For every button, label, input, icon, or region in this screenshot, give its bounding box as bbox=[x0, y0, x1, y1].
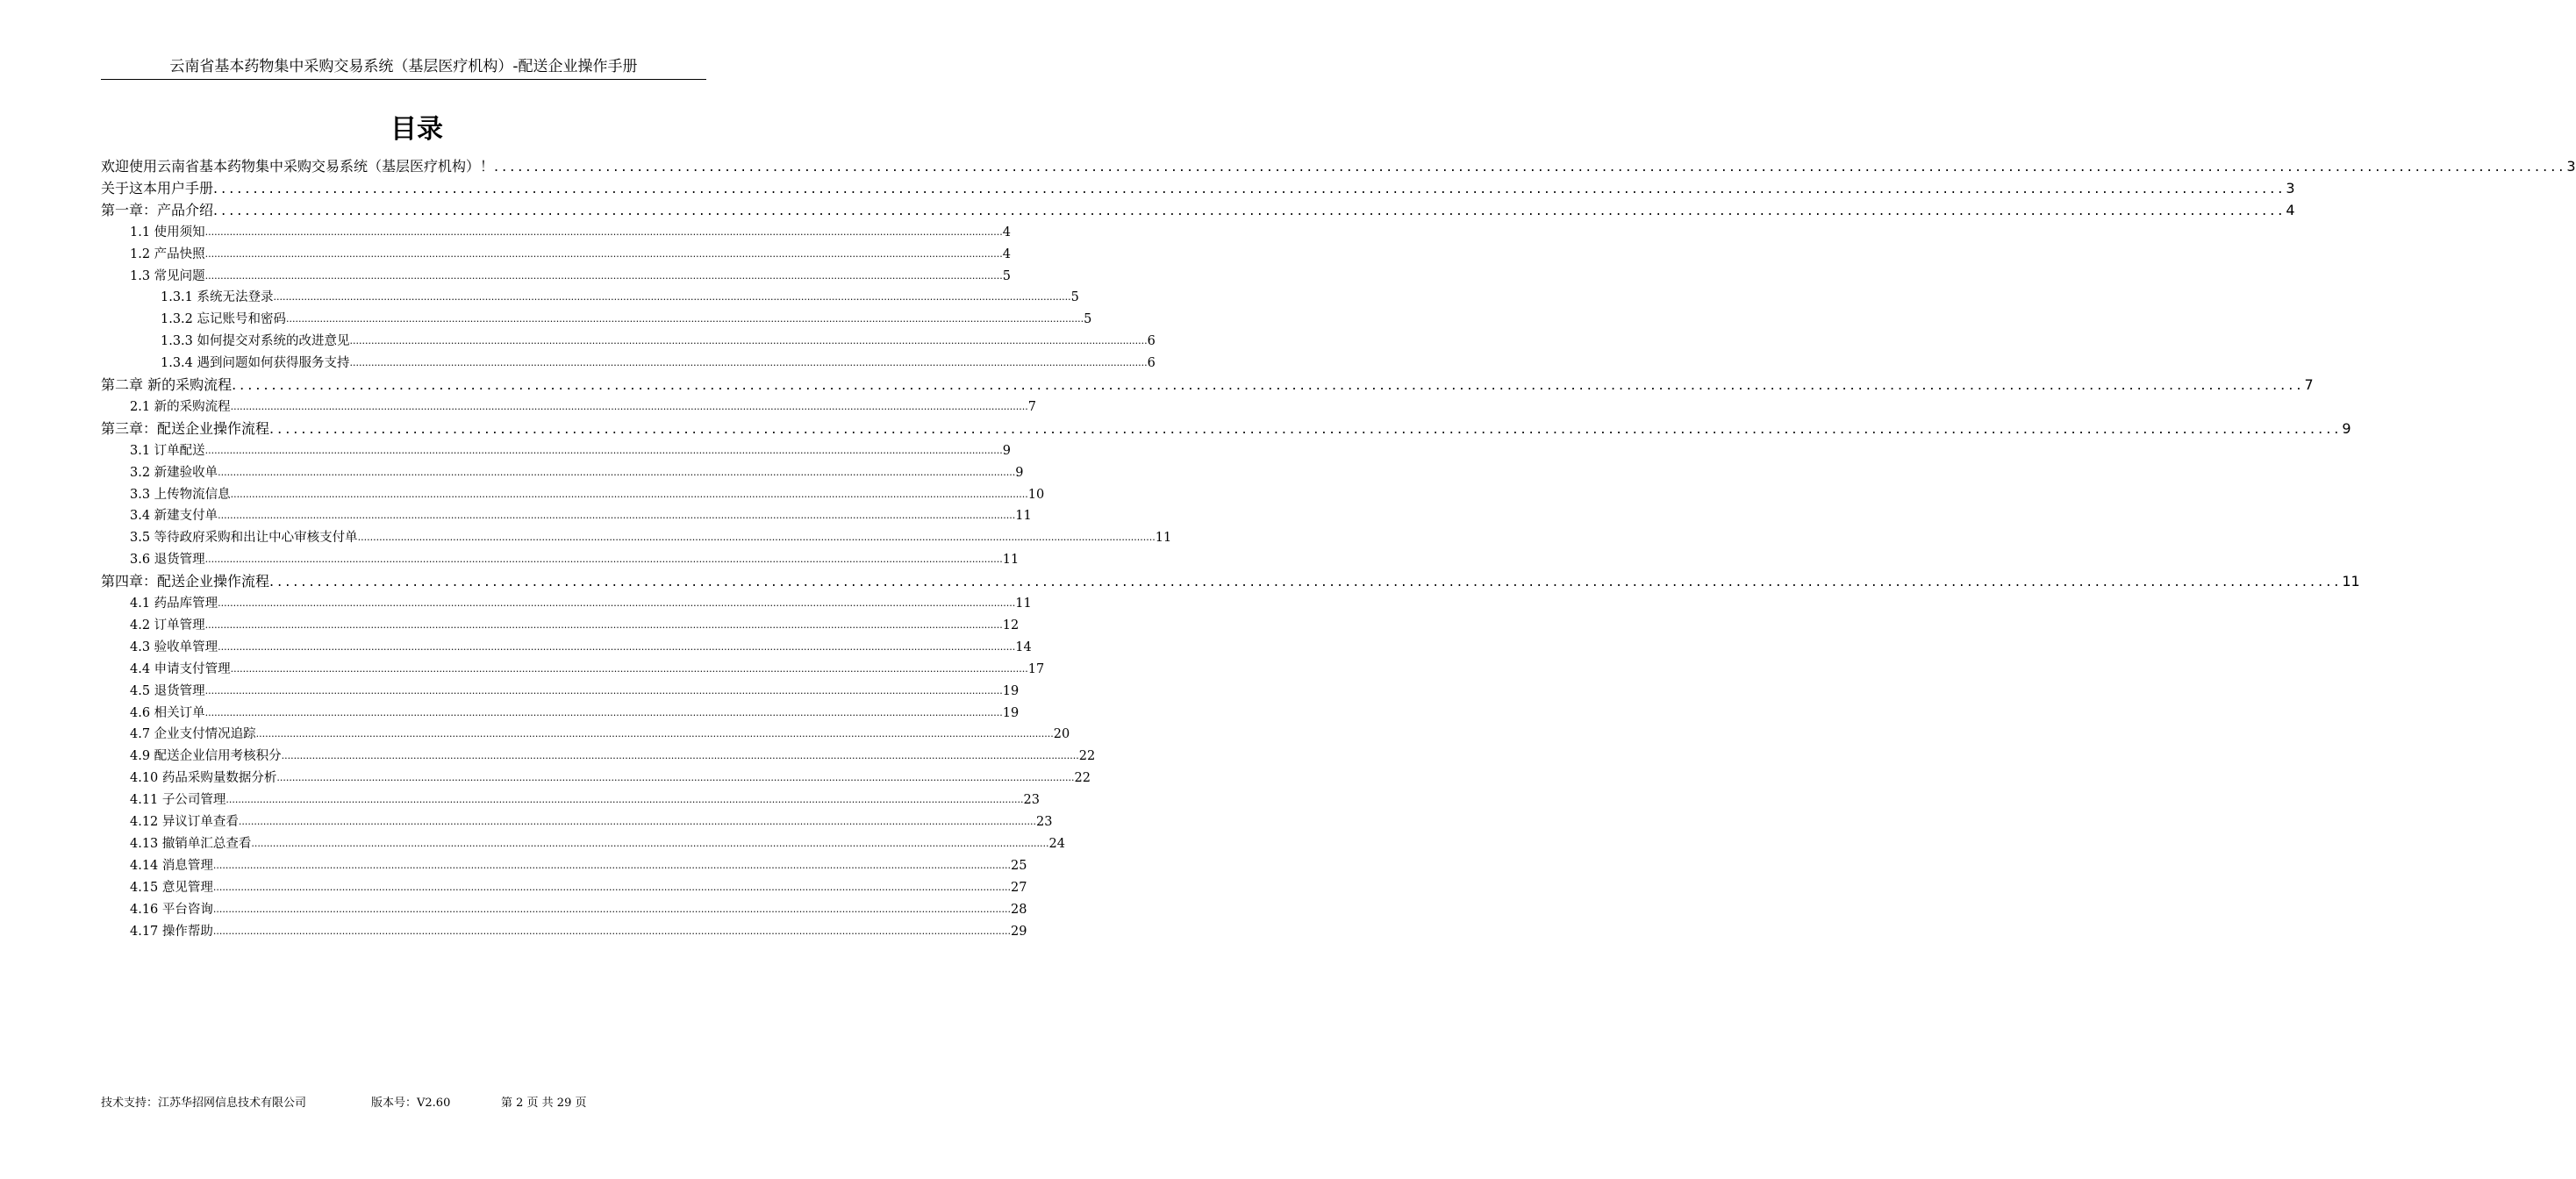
toc-entry-label: 关于这本用户手册 bbox=[101, 179, 214, 196]
toc-entry-page: 5 bbox=[1084, 312, 1092, 327]
toc-entry-label: 3.3 上传物流信息 bbox=[130, 487, 231, 502]
toc-leader-dots: .................................................................................................................................................................................................................................................................... bbox=[218, 466, 1016, 478]
toc-leader-dots: .................................................................................................................................................................................................................................................................... bbox=[251, 837, 1049, 849]
toc-entry-label: 1.3.3 如何提交对系统的改进意见 bbox=[161, 334, 350, 349]
toc-leader-dots: .................................................................................................................................................................................................................................................................... bbox=[213, 179, 2286, 196]
toc-entry-page: 23 bbox=[1036, 815, 1053, 829]
toc-entry[interactable] bbox=[130, 505, 1032, 526]
toc-leader-dots: .................................................................................................................................................................................................................................................................... bbox=[204, 684, 1003, 697]
toc-entry[interactable] bbox=[130, 244, 1012, 265]
toc-entry-page: 19 bbox=[1002, 683, 1020, 698]
toc-entry[interactable] bbox=[130, 899, 1027, 920]
toc-entry-page: 7 bbox=[1027, 399, 1037, 414]
toc-leader-dots: .................................................................................................................................................................................................................................................................... bbox=[255, 728, 1054, 740]
toc-leader-dots: .................................................................................................................................................................................................................................................................... bbox=[232, 376, 2305, 393]
toc-entry-page: 9 bbox=[1002, 443, 1012, 458]
toc-entry[interactable] bbox=[130, 703, 1020, 724]
toc-leader-dots: .................................................................................................................................................................................................................................................................... bbox=[349, 357, 1148, 369]
toc-entry-label: 4.16 平台咨询 bbox=[130, 902, 213, 917]
toc-entry-page: 22 bbox=[1078, 749, 1096, 764]
toc-entry-page: 14 bbox=[1015, 640, 1032, 654]
toc-entry[interactable] bbox=[161, 331, 1156, 352]
toc-entry-page: 20 bbox=[1053, 727, 1070, 742]
toc-entry[interactable] bbox=[130, 397, 1037, 418]
toc-entry-label: 4.14 消息管理 bbox=[130, 858, 213, 873]
toc-entry-label: 欢迎使用云南省基本药物集中采购交易系统（基层医疗机构）！ bbox=[101, 158, 495, 175]
toc-entry-label: 4.17 操作帮助 bbox=[130, 924, 213, 939]
toc-entry[interactable] bbox=[130, 877, 1027, 898]
toc-leader-dots: .................................................................................................................................................................................................................................................................... bbox=[230, 662, 1028, 675]
toc-entry-page: 28 bbox=[1011, 902, 1027, 917]
toc-entry-page: 11 bbox=[2342, 573, 2360, 590]
toc-entry[interactable] bbox=[130, 527, 1172, 548]
toc-entry-page: 11 bbox=[1015, 597, 1032, 611]
toc-entry-label: 第一章：产品介绍 bbox=[101, 201, 214, 218]
toc-entry[interactable] bbox=[130, 484, 1045, 505]
toc-entry-label: 1.1 使用须知 bbox=[130, 225, 205, 239]
toc-entry-label: 4.3 验收单管理 bbox=[130, 640, 218, 654]
toc-entry[interactable] bbox=[101, 200, 2295, 221]
toc-entry[interactable] bbox=[130, 855, 1027, 876]
toc-entry[interactable] bbox=[130, 681, 1020, 702]
toc-entry-page: 5 bbox=[1002, 268, 1012, 283]
toc-entry-label: 4.10 药品采购量数据分析 bbox=[130, 771, 277, 786]
toc-entry-label: 4.11 子公司管理 bbox=[130, 793, 226, 808]
toc-entry[interactable] bbox=[130, 921, 1027, 942]
toc-entry-label: 第二章 新的采购流程 bbox=[101, 376, 233, 393]
toc-entry[interactable] bbox=[130, 440, 1012, 461]
toc-entry[interactable] bbox=[130, 615, 1020, 636]
toc-entry-label: 3.4 新建支付单 bbox=[130, 509, 218, 524]
toc-leader-dots: .................................................................................................................................................................................................................................................................... bbox=[204, 554, 1003, 566]
toc-entry-label: 4.15 意见管理 bbox=[130, 880, 213, 895]
toc-entry-page: 4 bbox=[2286, 201, 2295, 218]
toc-leader-dots: .................................................................................................................................................................................................................................................................... bbox=[269, 573, 2343, 590]
toc-entry[interactable] bbox=[130, 833, 1065, 854]
toc-entry[interactable] bbox=[130, 790, 1040, 811]
toc-leader-dots: .................................................................................................................................................................................................................................................................... bbox=[218, 640, 1016, 653]
toc-entry-page: 11 bbox=[1015, 509, 1032, 524]
toc-entry-label: 2.1 新的采购流程 bbox=[130, 399, 231, 414]
toc-leader-dots: .................................................................................................................................................................................................................................................................... bbox=[273, 291, 1071, 304]
toc-entry[interactable] bbox=[130, 549, 1020, 570]
toc-leader-dots: .................................................................................................................................................................................................................................................................... bbox=[218, 597, 1016, 609]
toc-entry[interactable] bbox=[101, 418, 2351, 439]
toc-entry-label: 4.1 药品库管理 bbox=[130, 597, 218, 611]
toc-leader-dots: .................................................................................................................................................................................................................................................................... bbox=[494, 158, 2567, 175]
toc-entry-page: 19 bbox=[1002, 705, 1020, 720]
toc-leader-dots: .................................................................................................................................................................................................................................................................... bbox=[204, 225, 1003, 238]
toc-entry-label: 3.1 订单配送 bbox=[130, 443, 205, 458]
toc-leader-dots: .................................................................................................................................................................................................................................................................... bbox=[286, 313, 1084, 325]
toc-entry-label: 4.2 订单管理 bbox=[130, 618, 205, 632]
toc-leader-dots: .................................................................................................................................................................................................................................................................... bbox=[281, 750, 1079, 762]
toc-leader-dots: .................................................................................................................................................................................................................................................................... bbox=[212, 859, 1012, 871]
toc-leader-dots: .................................................................................................................................................................................................................................................................... bbox=[225, 794, 1024, 806]
toc-entry[interactable] bbox=[130, 768, 1091, 789]
toc-leader-dots: .................................................................................................................................................................................................................................................................... bbox=[357, 532, 1156, 544]
toc-entry-label: 1.3 常见问题 bbox=[130, 268, 205, 283]
toc-entry[interactable] bbox=[101, 375, 2314, 396]
toc-leader-dots: .................................................................................................................................................................................................................................................................... bbox=[204, 706, 1003, 718]
toc-entry-page: 11 bbox=[1155, 531, 1172, 546]
toc-entry-page: 27 bbox=[1011, 880, 1027, 895]
toc-leader-dots: .................................................................................................................................................................................................................................................................... bbox=[269, 419, 2343, 437]
toc-entry[interactable] bbox=[101, 156, 2576, 177]
toc-entry-page: 29 bbox=[1011, 924, 1027, 939]
toc-entry-label: 1.3.4 遇到问题如何获得服务支持 bbox=[161, 356, 350, 371]
toc-entry-label: 4.9 配送企业信用考核积分 bbox=[130, 749, 282, 764]
toc-entry[interactable] bbox=[161, 287, 1079, 308]
toc-entry-page: 6 bbox=[1147, 356, 1156, 371]
toc-leader-dots: .................................................................................................................................................................................................................................................................... bbox=[212, 881, 1012, 893]
toc-entry[interactable] bbox=[130, 659, 1045, 680]
toc-entry[interactable] bbox=[130, 637, 1032, 658]
toc-entry-label: 4.12 异议订单查看 bbox=[130, 815, 239, 829]
toc-leader-dots: .................................................................................................................................................................................................................................................................... bbox=[213, 201, 2286, 218]
toc-entry-label: 4.6 相关订单 bbox=[130, 705, 205, 720]
toc-entry-label: 4.7 企业支付情况追踪 bbox=[130, 727, 256, 742]
toc-entry-page: 5 bbox=[1070, 290, 1079, 305]
toc-entry-page: 23 bbox=[1023, 793, 1040, 808]
toc-entry-label: 第四章：配送企业操作流程 bbox=[101, 573, 270, 590]
toc-entry[interactable] bbox=[130, 811, 1053, 832]
toc-leader-dots: .................................................................................................................................................................................................................................................................... bbox=[230, 488, 1028, 500]
toc-entry[interactable] bbox=[161, 353, 1156, 374]
toc-entry-page: 7 bbox=[2304, 376, 2314, 393]
toc-entry-page: 6 bbox=[1147, 334, 1156, 349]
toc-entry-page: 9 bbox=[2342, 419, 2351, 437]
toc-entry[interactable] bbox=[130, 746, 1096, 767]
footer-page-info: 第 2 页 共 29 页 bbox=[501, 1097, 587, 1110]
toc-entry-label: 3.2 新建验收单 bbox=[130, 465, 218, 480]
toc-entry[interactable] bbox=[130, 593, 1032, 614]
toc-entry-label: 3.5 等待政府采购和出让中心审核支付单 bbox=[130, 531, 358, 546]
toc-entry-label: 4.13 撤销单汇总查看 bbox=[130, 836, 252, 851]
toc-entry-label: 1.3.1 系统无法登录 bbox=[161, 290, 274, 305]
toc-leader-dots: .................................................................................................................................................................................................................................................................... bbox=[218, 510, 1016, 522]
toc-leader-dots: .................................................................................................................................................................................................................................................................... bbox=[230, 400, 1028, 412]
toc-entry-page: 24 bbox=[1048, 836, 1065, 851]
page-title: 目录 bbox=[390, 114, 443, 145]
footer-support: 技术支持：江苏华招网信息技术有限公司 bbox=[101, 1097, 307, 1110]
page-footer bbox=[101, 1095, 715, 1112]
toc-entry-label: 4.4 申请支付管理 bbox=[130, 661, 231, 676]
toc-entry-page: 3 bbox=[2286, 179, 2295, 196]
toc-entry-page: 11 bbox=[1002, 553, 1020, 568]
toc-entry-label: 3.6 退货管理 bbox=[130, 553, 205, 568]
toc-entry-page: 22 bbox=[1074, 771, 1091, 786]
toc-entry-page: 25 bbox=[1011, 858, 1027, 873]
toc-entry-page: 9 bbox=[1015, 465, 1024, 480]
toc-entry[interactable] bbox=[130, 462, 1024, 483]
toc-entry-page: 12 bbox=[1002, 618, 1020, 632]
toc-entry-page: 3 bbox=[2566, 158, 2576, 175]
toc-entry-page: 4 bbox=[1002, 225, 1012, 239]
toc-leader-dots: .................................................................................................................................................................................................................................................................... bbox=[204, 269, 1003, 282]
toc-leader-dots: .................................................................................................................................................................................................................................................................... bbox=[238, 816, 1037, 827]
toc-entry[interactable] bbox=[161, 309, 1092, 330]
toc-leader-dots: .................................................................................................................................................................................................................................................................... bbox=[212, 903, 1012, 915]
toc-entry[interactable] bbox=[130, 222, 1012, 243]
toc-entry[interactable] bbox=[101, 178, 2295, 199]
toc-entry-label: 1.3.2 忘记账号和密码 bbox=[161, 312, 287, 327]
toc-entry[interactable] bbox=[130, 724, 1070, 745]
footer-version: 版本号：V2.60 bbox=[371, 1097, 451, 1110]
toc-entry-label: 1.2 产品快照 bbox=[130, 247, 205, 261]
toc-entry-page: 17 bbox=[1027, 661, 1045, 676]
toc-leader-dots: .................................................................................................................................................................................................................................................................... bbox=[276, 772, 1075, 784]
toc-leader-dots: .................................................................................................................................................................................................................................................................... bbox=[204, 247, 1003, 260]
toc-leader-dots: .................................................................................................................................................................................................................................................................... bbox=[212, 925, 1012, 937]
toc-leader-dots: .................................................................................................................................................................................................................................................................... bbox=[204, 618, 1003, 631]
toc-entry[interactable] bbox=[130, 266, 1012, 287]
toc-entry-label: 第三章：配送企业操作流程 bbox=[101, 419, 270, 437]
toc-entry-page: 4 bbox=[1002, 247, 1012, 261]
toc-entry-page: 10 bbox=[1027, 487, 1045, 502]
toc-entry-label: 4.5 退货管理 bbox=[130, 683, 205, 698]
page-header: 云南省基本药物集中采购交易系统（基层医疗机构）-配送企业操作手册 bbox=[101, 56, 706, 80]
toc-leader-dots: .................................................................................................................................................................................................................................................................... bbox=[349, 335, 1148, 347]
toc-leader-dots: .................................................................................................................................................................................................................................................................... bbox=[204, 444, 1003, 456]
toc-entry[interactable] bbox=[101, 571, 2360, 592]
